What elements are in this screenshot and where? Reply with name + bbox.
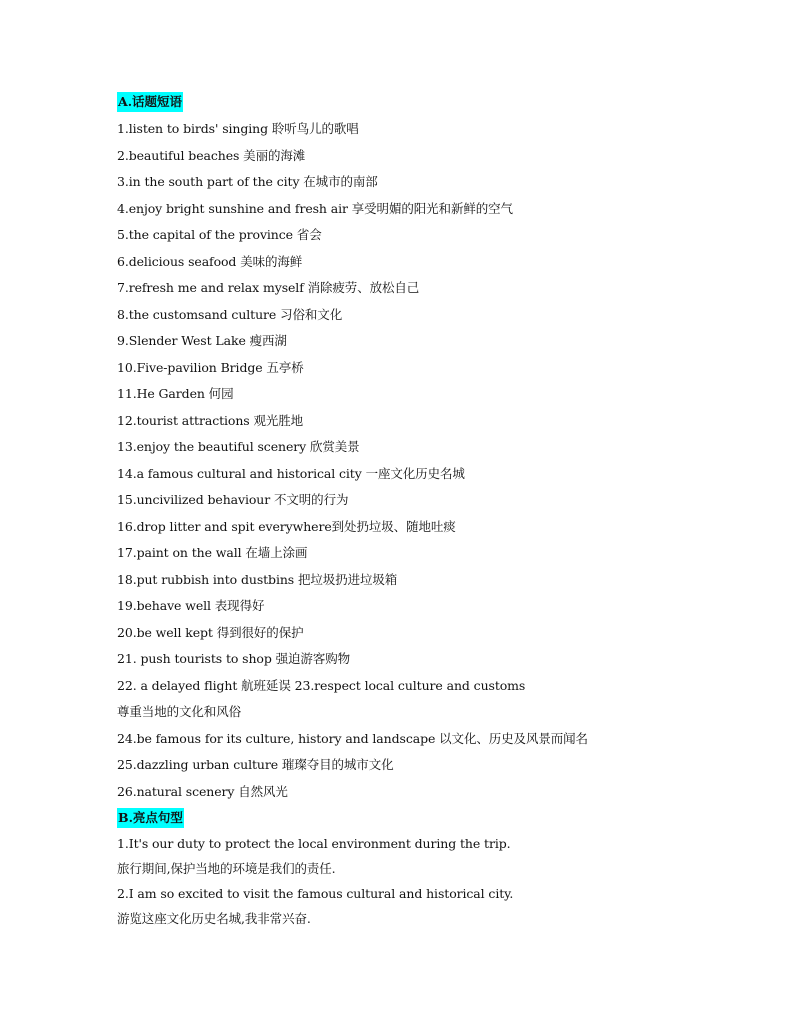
phrase-line-10: 10.Five-pavilion Bridge 五亭桥: [117, 360, 304, 375]
phrase-line-12: 12.tourist attractions 观光胜地: [117, 413, 304, 428]
phrase-line-24: 24.be famous for its culture, history and landscape 以文化、历史及风景而闻名: [117, 731, 588, 746]
phrase-line-21: 21. push tourists to shop 强迫游客购物: [117, 651, 351, 666]
sentence-2-chinese: 游览这座文化历史名城,我非常兴奋.: [117, 911, 311, 926]
phrase-line-19: 19.behave well 表现得好: [117, 598, 265, 613]
phrase-line-3: 3.in the south part of the city 在城市的南部: [117, 174, 378, 189]
sentence-1-english: 1.It's our duty to protect the local environment during the trip.: [117, 836, 511, 851]
phrase-line-8: 8.the customsand culture 习俗和文化: [117, 307, 343, 322]
phrase-line-17: 17.paint on the wall 在墙上涂画: [117, 545, 308, 560]
sentence-2-english: 2.I am so excited to visit the famous cultural and historical city.: [117, 886, 514, 901]
phrase-line-18: 18.put rubbish into dustbins 把垃圾扔进垃圾箱: [117, 572, 398, 587]
phrase-line-2: 2.beautiful beaches 美丽的海滩: [117, 148, 306, 163]
phrase-line-16: 16.drop litter and spit everywhere到处扔垃圾、随地吐痰: [117, 519, 456, 534]
phrase-line-7: 7.refresh me and relax myself 消除疲劳、放松自己: [117, 280, 420, 295]
phrase-line-14: 14.a famous cultural and historical city 一座文化历史名城: [117, 466, 465, 481]
phrase-line-22-continued: 尊重当地的文化和风俗: [117, 704, 242, 719]
phrase-line-4: 4.enjoy bright sunshine and fresh air 享受明媚的阳光和新鲜的空气: [117, 201, 513, 216]
phrase-line-9: 9.Slender West Lake 瘦西湖: [117, 333, 287, 348]
sentence-1-chinese: 旅行期间,保护当地的环境是我们的责任.: [117, 861, 336, 876]
phrase-line-26: 26.natural scenery 自然风光: [117, 784, 288, 799]
phrase-line-25: 25.dazzling urban culture 璀璨夺目的城市文化: [117, 757, 394, 772]
phrase-line-5: 5.the capital of the province 省会: [117, 227, 322, 242]
phrase-line-20: 20.be well kept 得到很好的保护: [117, 625, 304, 640]
section-b-heading: B.亮点句型: [117, 808, 184, 828]
phrase-line-6: 6.delicious seafood 美味的海鲜: [117, 254, 303, 269]
phrase-line-15: 15.uncivilized behaviour 不文明的行为: [117, 492, 349, 507]
phrase-line-22: 22. a delayed flight 航班延误 23.respect local culture and customs: [117, 678, 526, 693]
section-a-heading: A.话题短语: [117, 92, 183, 112]
phrase-line-13: 13.enjoy the beautiful scenery 欣赏美景: [117, 439, 360, 454]
phrase-line-11: 11.He Garden 何园: [117, 386, 234, 401]
phrase-line-1: 1.listen to birds' singing 聆听鸟儿的歌唱: [117, 121, 359, 136]
